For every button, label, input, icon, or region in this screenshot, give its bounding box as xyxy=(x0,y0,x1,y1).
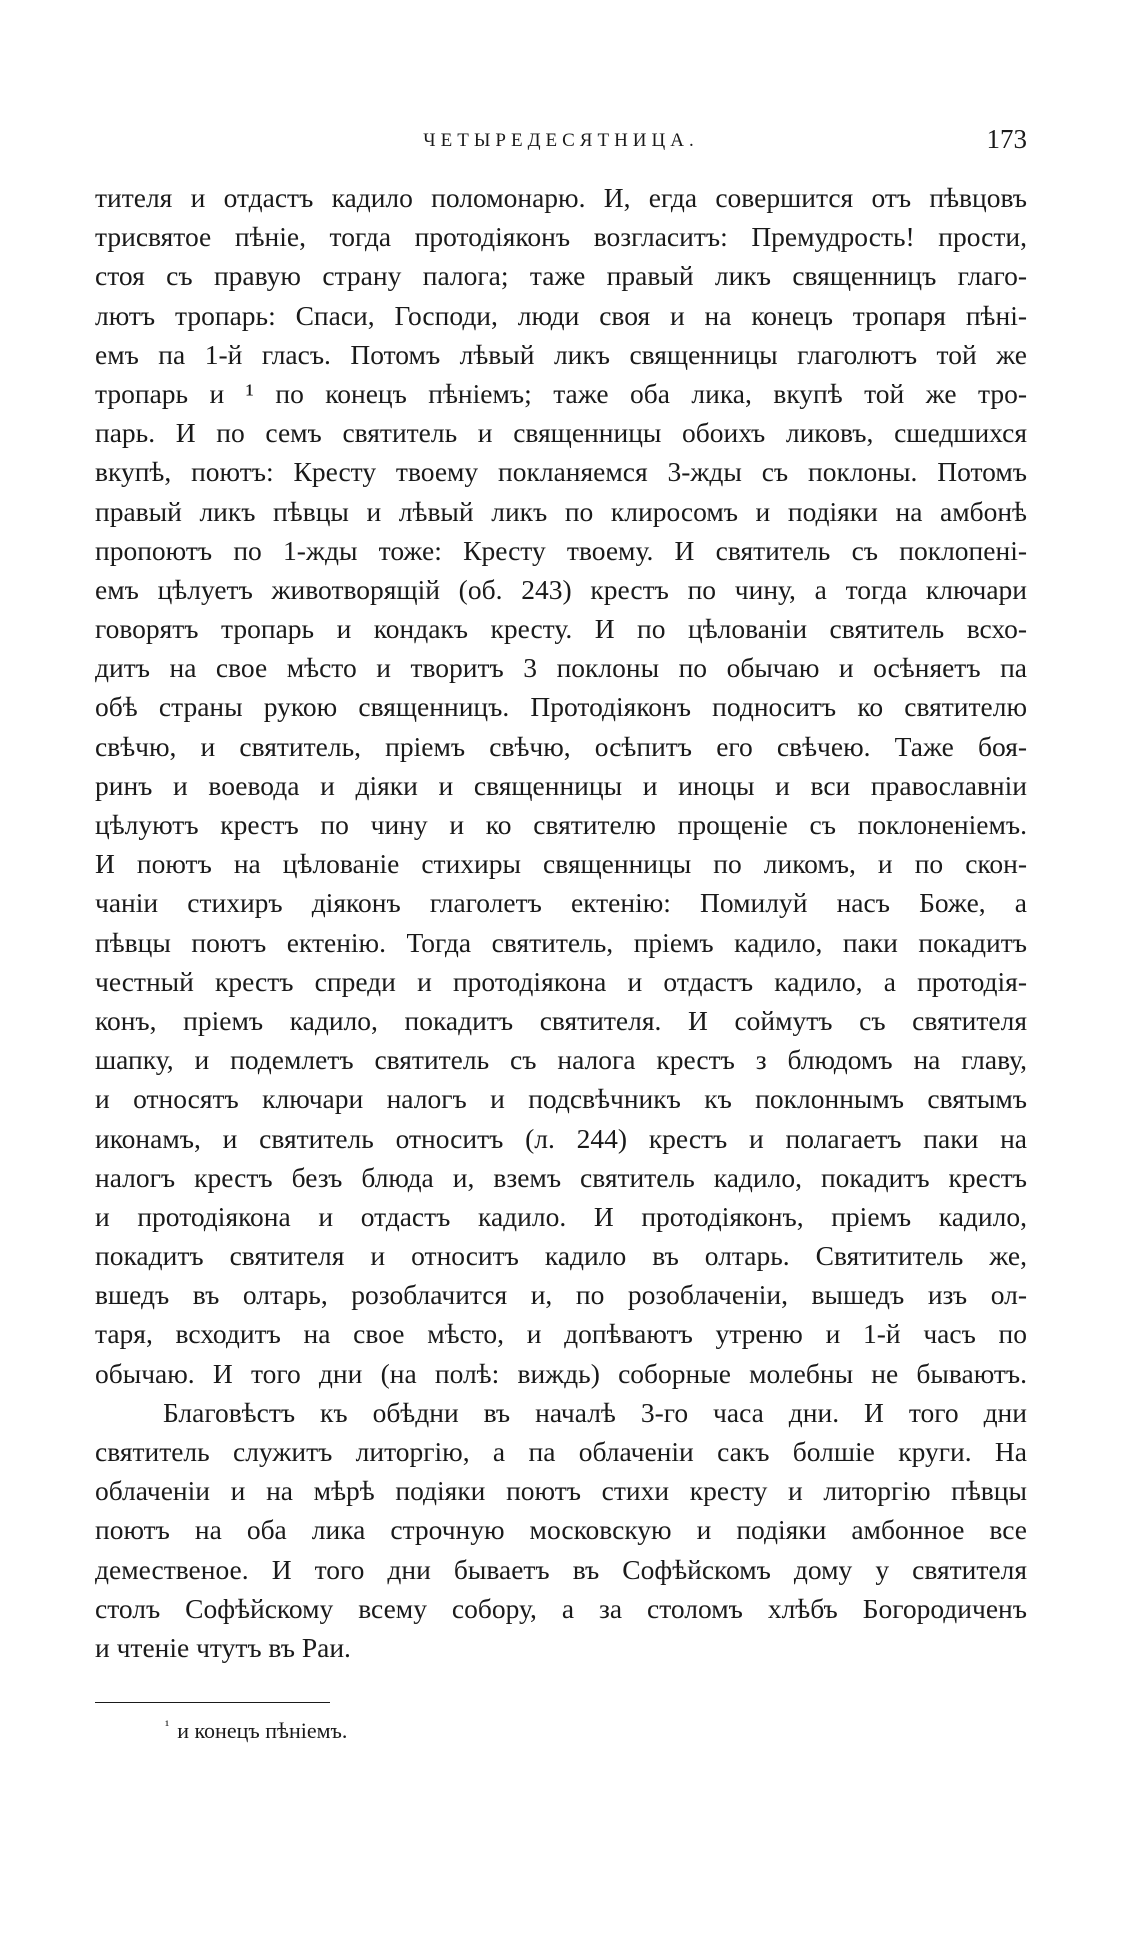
text-line: свѣчю, и святитель, пріемъ свѣчю, осѣпитъ его свѣчею. Таже боя- xyxy=(95,730,1027,762)
text-line: пропоютъ по 1-жды тоже: Кресту твоему. И святитель съ поклопені- xyxy=(95,534,1027,566)
text-line: и чтеніе чтутъ въ Раи. xyxy=(95,1631,351,1663)
footnote-divider xyxy=(95,1702,330,1703)
text-line-paragraph-start: Благовѣстъ къ обѣдни въ началѣ 3-го часа дни. И того дни xyxy=(163,1396,1027,1428)
text-line: И поютъ на цѣлованіе стихиры священницы по ликомъ, и по скон- xyxy=(95,848,1027,880)
text-line: емъ цѣлуетъ животворящій (об. 243) крестъ по чину, а тогда ключари xyxy=(95,573,1027,605)
text-line: обѣ страны рукою священницъ. Протодіяконъ подноситъ ко святителю xyxy=(95,691,1027,723)
text-line: цѣлуютъ крестъ по чину и ко святителю прощеніе съ поклоненіемъ. xyxy=(95,809,1027,840)
text-line: и протодіякона и отдастъ кадило. И протодіяконъ, пріемъ кадило, xyxy=(95,1200,1027,1232)
running-title: ЧЕТЫРЕДЕСЯТНИЦА. xyxy=(423,130,699,151)
text-line: демественое. И того дни бываетъ въ Софѣйскомъ дому у святителя xyxy=(95,1553,1027,1585)
text-line: чаніи стихиръ діяконъ глаголетъ ектенію: Помилуй насъ Боже, а xyxy=(95,887,1027,919)
text-line: обычаю. И того дни (на полѣ: виждь) соборные молебны не бываютъ. xyxy=(95,1357,1027,1389)
text-line: тропарь и ¹ по конецъ пѣніемъ; таже оба лика, вкупѣ той же тро- xyxy=(95,377,1027,409)
page-number: 173 xyxy=(986,124,1027,154)
text-line: поютъ на оба лика строчную московскую и подіяки амбонное все xyxy=(95,1514,1027,1546)
footnote-marker: ¹ xyxy=(165,1718,170,1734)
footnote-text: и конецъ пѣніемъ. xyxy=(177,1718,348,1743)
text-line: дитъ на свое мѣсто и творитъ 3 поклоны по обычаю и осѣняетъ па xyxy=(95,652,1027,684)
text-line: таря, всходитъ на свое мѣсто, и допѣваютъ утреню и 1-й часъ по xyxy=(95,1318,1027,1350)
text-line: вшедъ въ олтарь, розоблачится и, по розоблаченіи, вышедъ изъ ол- xyxy=(95,1279,1027,1311)
text-line: трисвятое пѣніе, тогда протодіяконъ возгласитъ: Премудрость! прости, xyxy=(95,221,1027,253)
text-line: облаченіи и на мѣрѣ подіяки поютъ стихи кресту и литоргію пѣвцы xyxy=(95,1475,1027,1507)
text-line: покадитъ святителя и относитъ кадило въ олтарь. Святититель же, xyxy=(95,1240,1027,1272)
text-line: святитель служитъ литоргію, а па облаченіи сакъ болшіе круги. На xyxy=(95,1436,1027,1467)
body-text xyxy=(95,178,1027,1667)
text-line: столъ Софѣйскому всему собору, а за столомъ хлѣбъ Богородиченъ xyxy=(95,1592,1027,1624)
text-line: говорятъ тропарь и кондакъ кресту. И по цѣлованіи святитель всхо- xyxy=(95,613,1027,645)
text-line: шапку, и подемлетъ святитель съ налога крестъ з блюдомъ на главу, xyxy=(95,1044,1027,1076)
text-line: конъ, пріемъ кадило, покадитъ святителя. И соймутъ съ святителя xyxy=(95,1004,1027,1036)
text-line: и относятъ ключари налогъ и подсвѣчникъ къ поклоннымъ святымъ xyxy=(95,1083,1027,1115)
text-line: пѣвцы поютъ ектенію. Тогда святитель, пріемъ кадило, паки покадитъ xyxy=(95,926,1027,958)
text-line: вкупѣ, поютъ: Кресту твоему покланяемся 3-жды съ поклоны. Потомъ xyxy=(95,456,1027,488)
text-line: тителя и отдастъ кадило поломонарю. И, егда совершится отъ пѣвцовъ xyxy=(95,182,1027,213)
text-line: стоя съ правую страну палога; таже правый ликъ священницъ глаго- xyxy=(95,260,1027,292)
text-line: емъ па 1-й гласъ. Потомъ лѣвый ликъ священницы глаголютъ той же xyxy=(95,338,1027,370)
text-line: честный крестъ спреди и протодіякона и отдастъ кадило, а протодія- xyxy=(95,965,1027,997)
text-line: парь. И по семъ святитель и священницы обоихъ ликовъ, сшедшихся xyxy=(95,417,1027,449)
text-line: налогъ крестъ безъ блюда и, вземъ святитель кадило, покадитъ крестъ xyxy=(95,1161,1027,1193)
text-line: правый ликъ пѣвцы и лѣвый ликъ по клиросомъ и подіяки на амбонѣ xyxy=(95,495,1027,527)
text-line: лютъ тропарь: Спаси, Господи, люди своя и на конецъ тропаря пѣні- xyxy=(95,299,1027,331)
running-head xyxy=(95,124,1027,160)
footnote xyxy=(165,1718,347,1744)
text-line: ринъ и воевода и діяки и священницы и иноцы и вси православніи xyxy=(95,769,1027,801)
text-line: иконамъ, и святитель относитъ (л. 244) крестъ и полагаетъ паки на xyxy=(95,1122,1027,1154)
